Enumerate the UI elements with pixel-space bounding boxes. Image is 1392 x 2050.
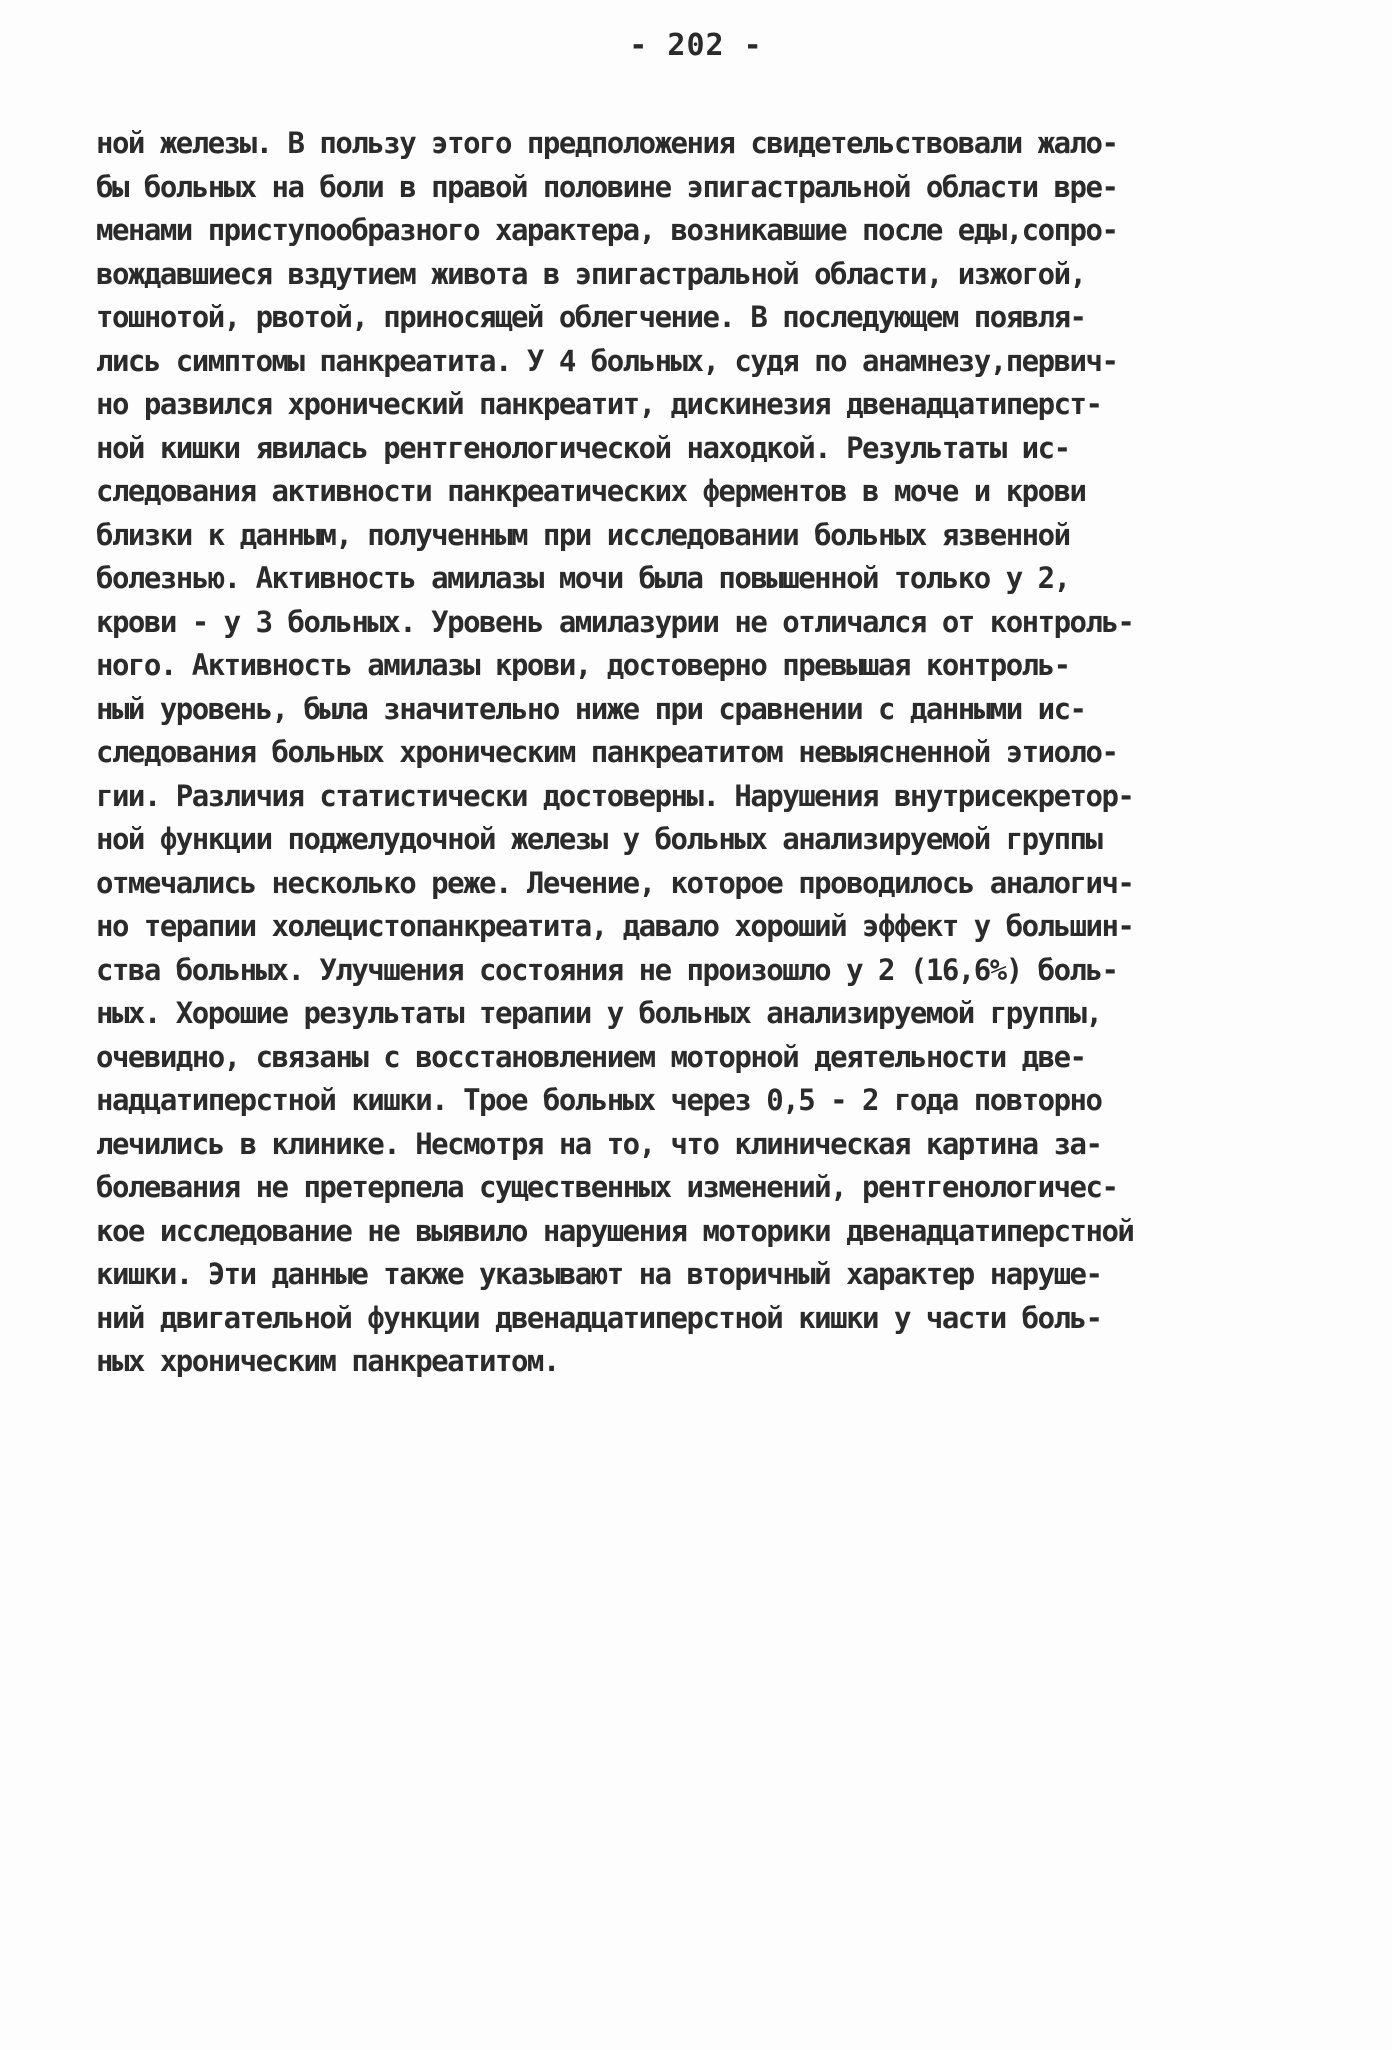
text-line: болевания не претерпела существенных изменений, рентгенологичес-: [96, 1170, 1118, 1204]
text-line: бы больных на боли в правой половине эпигастральной области вре-: [96, 169, 1118, 204]
text-line: очевидно, связаны с восстановлением моторной деятельности две-: [96, 1039, 1086, 1074]
text-line: ных. Хорошие результаты терапии у больных анализируемой группы,: [96, 996, 1102, 1030]
text-line: ный уровень, была значительно ниже при сравнении с данными ис-: [96, 691, 1086, 726]
text-line: ной функции поджелудочной железы у больных анализируемой группы: [96, 822, 1102, 856]
text-line: ной кишки явилась рентгенологической находкой. Результаты ис-: [96, 430, 1070, 465]
text-line: лись симптомы панкреатита. У 4 больных, судя по анамнезу,первич-: [96, 343, 1118, 378]
text-line: ний двигательной функции двенадцатиперстной кишки у части боль-: [96, 1300, 1102, 1335]
text-line: кое исследование не выявило нарушения моторики двенадцатиперстной: [96, 1213, 1134, 1248]
text-line: ного. Активность амилазы крови, достоверно превышая контроль-: [96, 648, 1070, 682]
text-line: тошнотой, рвотой, приносящей облегчение. В последующем появля-: [96, 300, 1086, 334]
text-line: вождавшиеся вздутием живота в эпигастральной области, изжогой,: [96, 256, 1086, 291]
text-line: менами приступообразного характера, возникавшие после еды,сопро-: [96, 213, 1118, 247]
text-line: болезнью. Активность амилазы мочи была повышенной только у 2,: [96, 561, 1070, 595]
text-line: лечились в клинике. Несмотря на то, что клиническая картина за-: [96, 1126, 1102, 1161]
text-line: ных хроническим панкреатитом.: [96, 1344, 559, 1378]
text-line: ной железы. В пользу этого предположения свидетельствовали жало-: [96, 126, 1118, 160]
text-line: отмечались несколько реже. Лечение, которое проводилось аналогич-: [96, 865, 1134, 900]
text-line: но терапии холецистопанкреатита, давало хороший эффект у большин-: [96, 909, 1134, 943]
text-line: надцатиперстной кишки. Трое больных через 0,5 - 2 года повторно: [96, 1083, 1102, 1117]
text-line: близки к данным, полученным при исследовании больных язвенной: [96, 517, 1070, 552]
text-line: кишки. Эти данные также указывают на вторичный характер наруше-: [96, 1257, 1102, 1291]
page-number: - 202 -: [629, 28, 763, 63]
text-line: ства больных. Улучшения состояния не произошло у 2 (16,6%) боль-: [96, 952, 1118, 987]
text-line: следования активности панкреатических ферментов в моче и крови: [96, 474, 1086, 508]
text-line: но развился хронический панкреатит, дискинезия двенадцатиперст-: [96, 387, 1102, 421]
text-line: гии. Различия статистически достоверны. Нарушения внутрисекретор-: [96, 778, 1134, 813]
text-line: следования больных хроническим панкреатитом невыясненной этиоло-: [96, 735, 1118, 769]
text-line: крови - у 3 больных. Уровень амилазурии не отличался от контроль-: [96, 604, 1134, 639]
body-text: [96, 122, 1326, 1384]
